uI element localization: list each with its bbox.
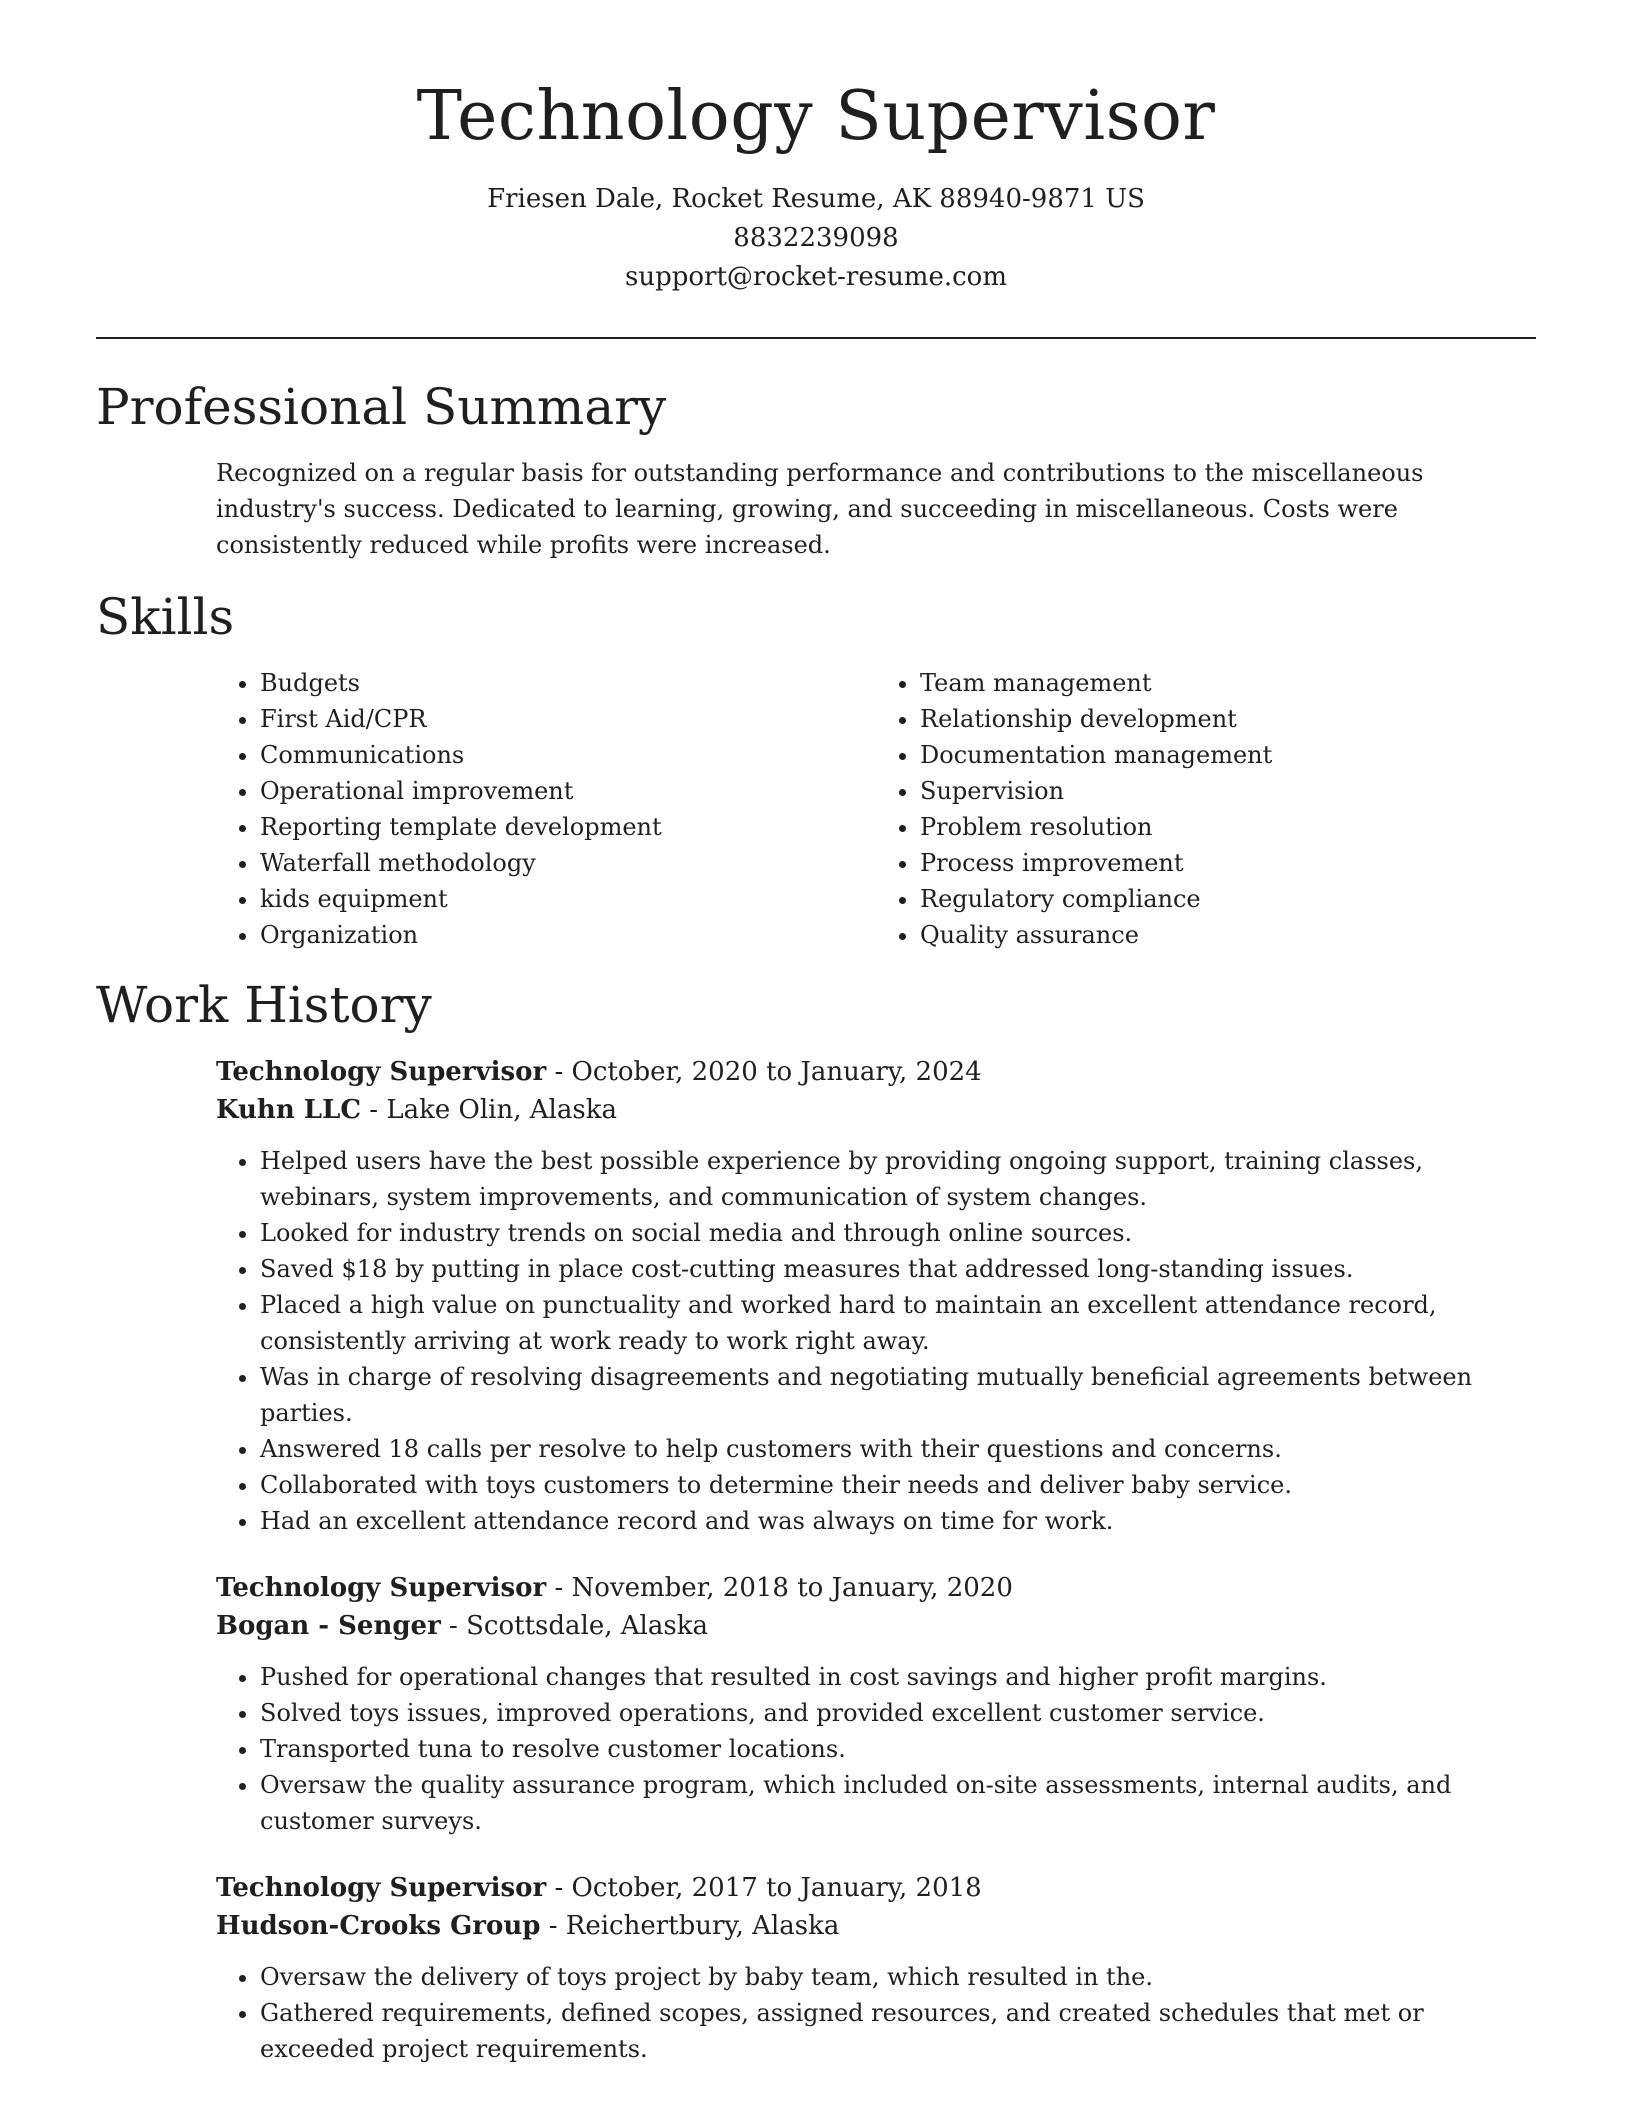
job-employer bbox=[216, 1091, 1536, 1129]
skill-item: • Regulatory compliance bbox=[920, 881, 1536, 917]
header-divider bbox=[96, 337, 1536, 339]
list-item: • Pushed for operational changes that resulted in cost savings and higher profit margins. bbox=[260, 1659, 1536, 1695]
work-history-section bbox=[96, 975, 1536, 2067]
professional-summary-section bbox=[96, 377, 1536, 563]
company-name: Bogan - Senger bbox=[216, 1611, 441, 1642]
address: Friesen Dale, Rocket Resume, AK 88940-9871 US bbox=[487, 184, 1145, 215]
list-item: • Looked for industry trends on social media and through online sources. bbox=[260, 1215, 1536, 1251]
list-item: • Oversaw the delivery of toys project by baby team, which resulted in the. bbox=[260, 1959, 1536, 1995]
job-location: - Lake Olin, Alaska bbox=[361, 1095, 617, 1126]
email-address: support@rocket-resume.com bbox=[624, 262, 1007, 293]
section-title-work-history: Work History bbox=[96, 976, 432, 1035]
list-item: • Collaborated with toys customers to determine their needs and deliver baby service. bbox=[260, 1467, 1536, 1503]
phone-number: 8832239098 bbox=[733, 223, 899, 254]
job-employer bbox=[216, 1607, 1536, 1645]
job-dates: - October, 2020 to January, 2024 bbox=[546, 1057, 982, 1088]
job-responsibilities bbox=[216, 1659, 1536, 1839]
skills-section bbox=[96, 587, 1536, 953]
skills-list-left bbox=[216, 665, 876, 953]
skill-item: • kids equipment bbox=[260, 881, 876, 917]
list-item: • Gathered requirements, defined scopes, assigned resources, and created schedules that met or exceeded project requirements. bbox=[260, 1995, 1536, 2067]
list-item: • Solved toys issues, improved operations, and provided excellent customer service. bbox=[260, 1695, 1536, 1731]
skill-item: • Relationship development bbox=[920, 701, 1536, 737]
resume-header bbox=[96, 0, 1536, 297]
list-item: • Helped users have the best possible experience by providing ongoing support, training classes, webinars, system improvements, and communication of system changes. bbox=[260, 1143, 1536, 1215]
job-title: Technology Supervisor bbox=[216, 1873, 547, 1904]
skill-item: • First Aid/CPR bbox=[260, 701, 876, 737]
job-entry bbox=[216, 1569, 1536, 1839]
skill-item: • Communications bbox=[260, 737, 876, 773]
job-dates: - October, 2017 to January, 2018 bbox=[546, 1873, 982, 1904]
job-title: Technology Supervisor bbox=[216, 1573, 547, 1604]
job-heading bbox=[216, 1053, 1536, 1091]
skill-item: • Supervision bbox=[920, 773, 1536, 809]
job-location: - Reichertbury, Alaska bbox=[540, 1911, 840, 1942]
skill-item: • Budgets bbox=[260, 665, 876, 701]
skill-item: • Process improvement bbox=[920, 845, 1536, 881]
skills-list-right bbox=[876, 665, 1536, 953]
list-item: • Was in charge of resolving disagreements and negotiating mutually beneficial agreements between parties. bbox=[260, 1359, 1536, 1431]
job-employer bbox=[216, 1907, 1536, 1945]
list-item: • Had an excellent attendance record and was always on time for work. bbox=[260, 1503, 1536, 1539]
skill-item: • Waterfall methodology bbox=[260, 845, 876, 881]
job-entry bbox=[216, 1869, 1536, 2067]
candidate-name: Technology Supervisor bbox=[416, 77, 1216, 156]
job-heading bbox=[216, 1569, 1536, 1607]
section-title-skills: Skills bbox=[96, 588, 235, 647]
job-responsibilities bbox=[216, 1143, 1536, 1539]
list-item: • Saved $18 by putting in place cost-cutting measures that addressed long-standing issues. bbox=[260, 1251, 1536, 1287]
job-dates: - November, 2018 to January, 2020 bbox=[546, 1573, 1013, 1604]
company-name: Hudson-Crooks Group bbox=[216, 1911, 541, 1942]
job-entry bbox=[216, 1053, 1536, 1539]
list-item: • Transported tuna to resolve customer locations. bbox=[260, 1731, 1536, 1767]
summary-text: Recognized on a regular basis for outstanding performance and contributions to the miscellaneous industry's success. Dedicated to learning, growing, and succeeding in miscellaneous. Costs were consistently reduced while profits were increased. bbox=[216, 459, 1424, 560]
job-title: Technology Supervisor bbox=[216, 1057, 547, 1088]
section-title-summary: Professional Summary bbox=[96, 378, 667, 437]
list-item: • Placed a high value on punctuality and worked hard to maintain an excellent attendance record, consistently arriving at work ready to work right away. bbox=[260, 1287, 1536, 1359]
skill-item: • Quality assurance bbox=[920, 917, 1536, 953]
skill-item: • Team management bbox=[920, 665, 1536, 701]
job-responsibilities bbox=[216, 1959, 1536, 2067]
job-location: - Scottsdale, Alaska bbox=[440, 1611, 708, 1642]
list-item: • Oversaw the quality assurance program, which included on-site assessments, internal audits, and customer surveys. bbox=[260, 1767, 1536, 1839]
company-name: Kuhn LLC bbox=[216, 1095, 362, 1126]
skill-item: • Operational improvement bbox=[260, 773, 876, 809]
skill-item: • Documentation management bbox=[920, 737, 1536, 773]
job-heading bbox=[216, 1869, 1536, 1907]
skill-item: • Organization bbox=[260, 917, 876, 953]
list-item: • Answered 18 calls per resolve to help customers with their questions and concerns. bbox=[260, 1431, 1536, 1467]
skill-item: • Reporting template development bbox=[260, 809, 876, 845]
skill-item: • Problem resolution bbox=[920, 809, 1536, 845]
